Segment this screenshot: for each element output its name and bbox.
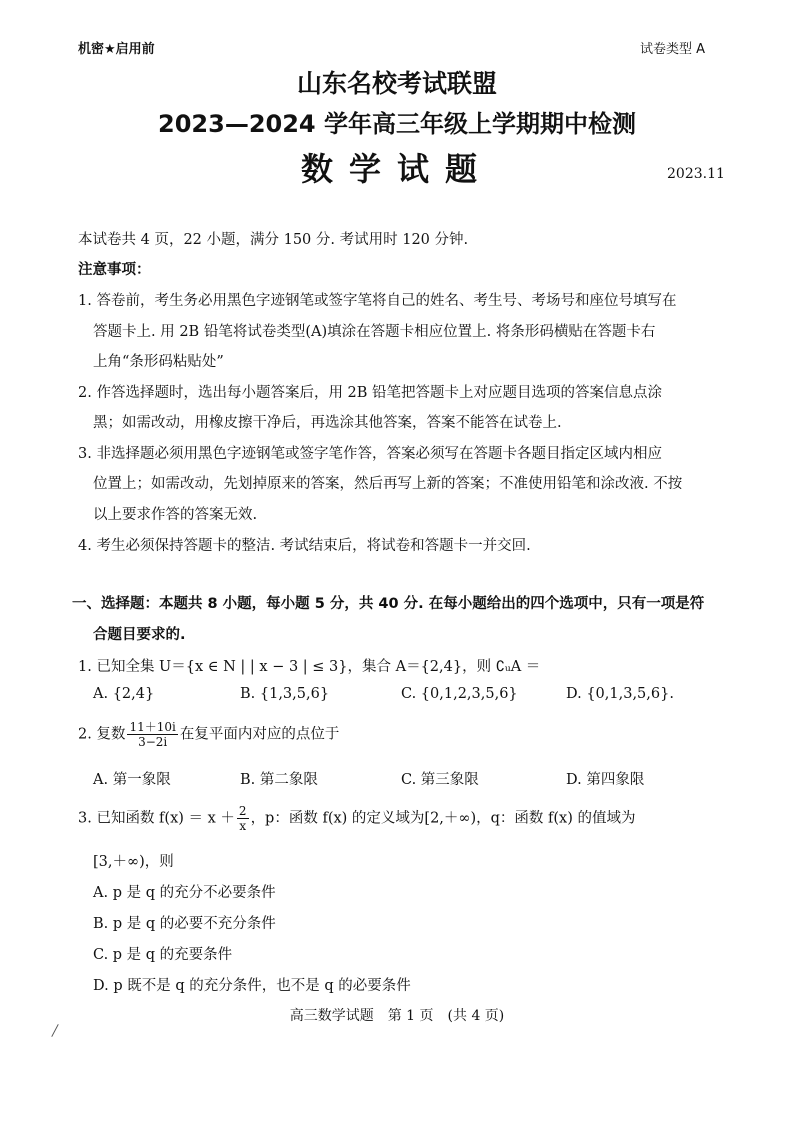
note-line: 2. 作答选择题时，选出每小题答案后，用 2B 铅笔把答题卡上对应题目选项的答案信息点涂 bbox=[78, 385, 663, 401]
note-line: 上角“条形码粘贴处” bbox=[93, 354, 224, 370]
pen-stroke-mark bbox=[51, 1024, 58, 1037]
q2-option-d: D. 第四象限 bbox=[566, 772, 645, 788]
q3-option-b: B. p 是 q 的必要不充分条件 bbox=[93, 916, 276, 932]
note-line: 以上要求作答的答案无效. bbox=[93, 507, 258, 523]
q2-suffix: 在复平面内对应的点位于 bbox=[179, 726, 340, 743]
q3-option-d: D. p 既不是 q 的充分条件，也不是 q 的必要条件 bbox=[93, 978, 411, 994]
note-line: 位置上；如需改动，先划掉原来的答案，然后再写上新的答案；不准使用铅笔和涂改液. 不按 bbox=[93, 476, 683, 492]
question-3-stem-cont: [3,＋∞)，则 bbox=[93, 854, 174, 870]
q3-suffix: ，p：函数 f(x) 的定义域为[2,＋∞)，q：函数 f(x) 的值域为 bbox=[250, 810, 636, 827]
q3-option-c: C. p 是 q 的充要条件 bbox=[93, 947, 233, 963]
notes-heading: 注意事项： bbox=[78, 262, 151, 278]
q2-option-a: A. 第一象限 bbox=[93, 772, 171, 788]
note-line: 黑；如需改动，用橡皮擦干净后，再选涂其他答案，答案不能答在试卷上. bbox=[93, 415, 562, 431]
q2-fraction bbox=[127, 720, 177, 749]
page-footer: 高三数学试题 第 1 页 (共 4 页) bbox=[289, 1008, 505, 1024]
note-line: 1. 答卷前，考生务必用黑色字迹钢笔或签字笔将自己的姓名、考生号、考场号和座位号填写在 bbox=[78, 293, 677, 309]
q3-prefix: 3. 已知函数 f(x) ＝ x ＋ bbox=[78, 810, 235, 827]
q1-option-c: C. {0,1,2,3,5,6} bbox=[401, 686, 518, 702]
confidential-label: 机密★启用前 bbox=[78, 42, 155, 57]
exam-alliance-title: 山东名校考试联盟 bbox=[296, 69, 497, 98]
q3-option-a: A. p 是 q 的充分不必要条件 bbox=[93, 885, 276, 901]
q2-option-b: B. 第二象限 bbox=[240, 772, 318, 788]
note-line: 4. 考生必须保持答题卡的整洁. 考试结束后，将试卷和答题卡一并交回. bbox=[78, 538, 531, 554]
q2-numerator: 11＋10i bbox=[129, 720, 176, 734]
q3-numerator: 2 bbox=[238, 804, 247, 818]
section-heading-cont: 合题目要求的. bbox=[93, 627, 186, 643]
exam-date: 2023.11 bbox=[667, 166, 725, 182]
question-3-stem bbox=[78, 804, 636, 833]
note-line: 答题卡上. 用 2B 铅笔将试卷类型(A)填涂在答题卡相应位置上. 将条形码横贴在答题卡右 bbox=[93, 324, 656, 340]
q1-option-d: D. {0,1,3,5,6}. bbox=[566, 686, 674, 702]
paper-type-label: 试卷类型 A bbox=[640, 42, 706, 57]
intro-text: 本试卷共 4 页，22 小题，满分 150 分. 考试用时 120 分钟. bbox=[78, 232, 469, 248]
section-heading: 一、选择题：本题共 8 小题，每小题 5 分，共 40 分. 在每小题给出的四个选项中，只有一项是符 bbox=[72, 596, 705, 612]
q2-prefix: 2. 复数 bbox=[78, 726, 126, 743]
q1-option-b: B. {1,3,5,6} bbox=[240, 686, 330, 702]
question-1-stem: 1. 已知全集 U＝{x ∈ N | | x − 3 | ≤ 3}，集合 A＝{2,4}，则 ∁ᵤA ＝ bbox=[78, 659, 541, 675]
note-line: 3. 非选择题必须用黑色字迹钢笔或签字笔作答，答案必须写在答题卡各题目指定区域内相应 bbox=[78, 446, 662, 462]
q1-option-a: A. {2,4} bbox=[93, 686, 155, 702]
q2-option-c: C. 第三象限 bbox=[401, 772, 479, 788]
subject-title: 数学试题 bbox=[300, 150, 493, 188]
q3-fraction bbox=[237, 804, 249, 833]
question-2-stem bbox=[78, 720, 339, 749]
q3-denominator: x bbox=[239, 819, 247, 833]
q2-denominator: 3−2i bbox=[138, 735, 168, 749]
exam-term-title: 2023—2024 学年高三年级上学期期中检测 bbox=[158, 110, 636, 138]
